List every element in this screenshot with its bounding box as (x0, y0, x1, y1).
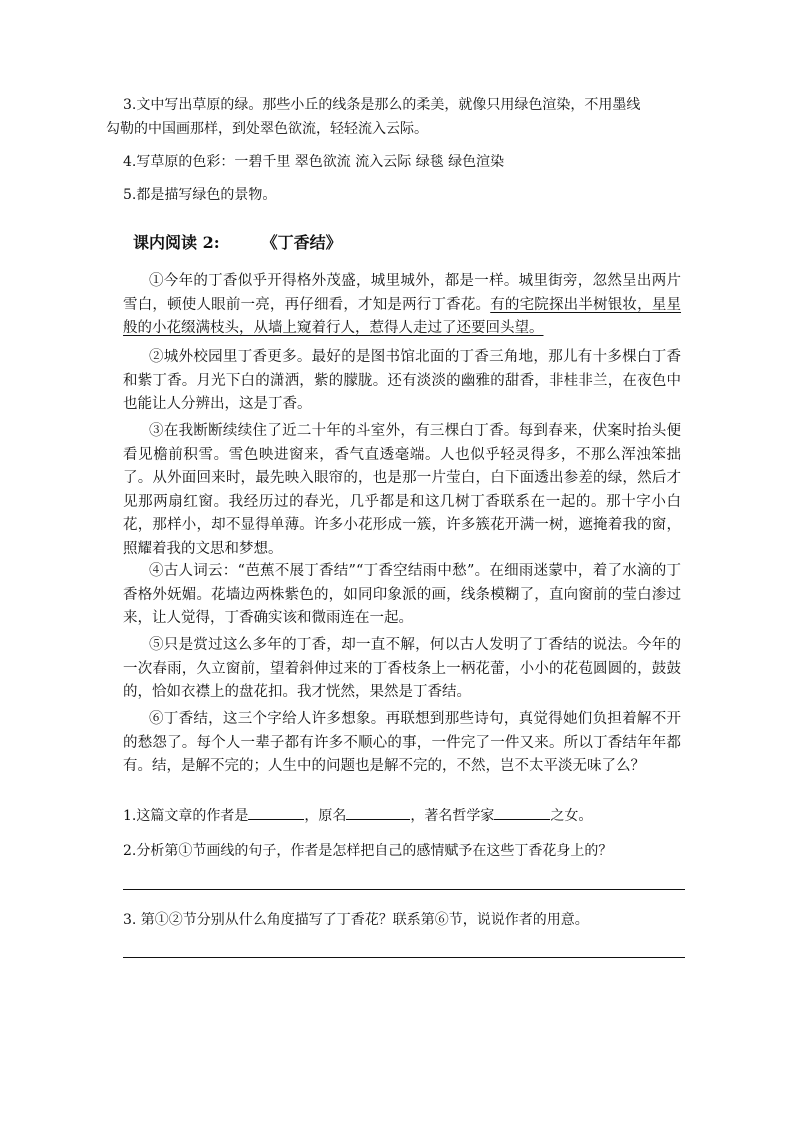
question-1-text-d: 之女。 (550, 808, 593, 824)
answer-line-3b: 勾勒的中国画那样，到处翠色欲流，轻轻流入云际。 (106, 121, 428, 137)
paragraph-1 (123, 270, 681, 341)
section-heading (133, 230, 342, 253)
answer-line-q3[interactable] (123, 957, 685, 958)
answer-blank-author[interactable] (248, 805, 304, 820)
question-1-text-b: ，原名 (304, 808, 347, 824)
paragraph-2: ②城外校园里丁香更多。最好的是图书馆北面的丁香三角地，那儿有十多棵白丁香和紫丁香。月光下白的潇洒，紫的朦胧。还有淡淡的幽雅的甜香，非桂非兰，在夜色中也能让人分辨出，这是丁香。 (123, 349, 681, 413)
paragraph-1-text: ①今年的丁香似乎开得格外茂盛，城里城外，都是一样。城里街旁，忽然呈出两片雪白，顿使人眼前一亮，再仔细看，才知是两行丁香花。 (123, 273, 681, 313)
paragraph-3: ③在我断断续续住了近二十年的斗室外，有三棵白丁香。每到春来，伏案时抬头便看见檐前积雪。雪色映进窗来，香气直透毫端。人也似乎轻灵得多，不那么浑浊笨拙了。从外面回来时，最先映入眼帘的，也是那一片莹白，白下面透出参差的绿，然后才见那两扇红窗。我经历过的春光，几乎都是和这几树丁香联系在一起的。那十字小白花，那样小，却不显得单薄。许多小花形成一簇，许多簇花开满一树，遮掩着我的窗，照耀着我的文思和梦想。 (123, 423, 681, 557)
paragraph-4: ④古人词云：“芭蕉不展丁香结”“丁香空结雨中愁”。在细雨迷蒙中，着了水滴的丁香格外妩媚。花墙边两株紫色的，如同印象派的画，线条模糊了，直向窗前的莹白渗过来，让人觉得，丁香确实该和微雨连在一起。 (123, 563, 681, 627)
question-1-text-c: ，著名哲学家 (410, 808, 495, 824)
answer-line-q2[interactable] (123, 889, 685, 890)
question-2: 2.分析第①节画线的句子，作者是怎样把自己的感情赋予在这些丁香花身上的？ (123, 843, 613, 859)
answer-line-4: 4.写草原的色彩：一碧千里 翠色欲流 流入云际 绿毯 绿色渲染 (123, 154, 505, 170)
question-1-text-a: 1.这篇文章的作者是 (123, 808, 249, 824)
answer-line-5: 5.都是描写绿色的景物。 (123, 187, 277, 203)
question-1 (123, 805, 592, 827)
paragraph-6: ⑥丁香结，这三个字给人许多想象。再联想到那些诗句，真觉得她们负担着解不开的愁怨了。每个人一辈子都有许多不顺心的事，一件完了一件又来。所以丁香结年年都有。结，是解不完的；人生中的问题也是解不完的，不然，岂不太平淡无味了么？ (123, 711, 681, 775)
question-3: 3. 第①②节分别从什么角度描写了丁香花？联系第⑥节，说说作者的用意。 (123, 912, 589, 928)
answer-blank-father[interactable] (494, 805, 550, 820)
paragraph-1-underlined-sentence: 有的宅院探出半树银妆，星星般的小花缀满枝头，从墙上窥着行人，惹得人走过了还要回头望。 (123, 296, 682, 337)
paragraph-5: ⑤只是赏过这么多年的丁香，却一直不解，何以古人发明了丁香结的说法。今年的一次春雨，久立窗前，望着斜伸过来的丁香枝条上一柄花蕾，小小的花苞圆圆的，鼓鼓的，恰如衣襟上的盘花扣。我才恍然，果然是丁香结。 (123, 637, 681, 701)
section-label: 课内阅读 2: (133, 233, 220, 252)
answer-blank-original-name[interactable] (346, 805, 410, 820)
section-title: 《丁香结》 (261, 233, 342, 252)
answer-line-3a: 3.文中写出草原的绿。那些小丘的线条是那么的柔美，就像只用绿色渲染，不用墨线 (123, 97, 641, 113)
